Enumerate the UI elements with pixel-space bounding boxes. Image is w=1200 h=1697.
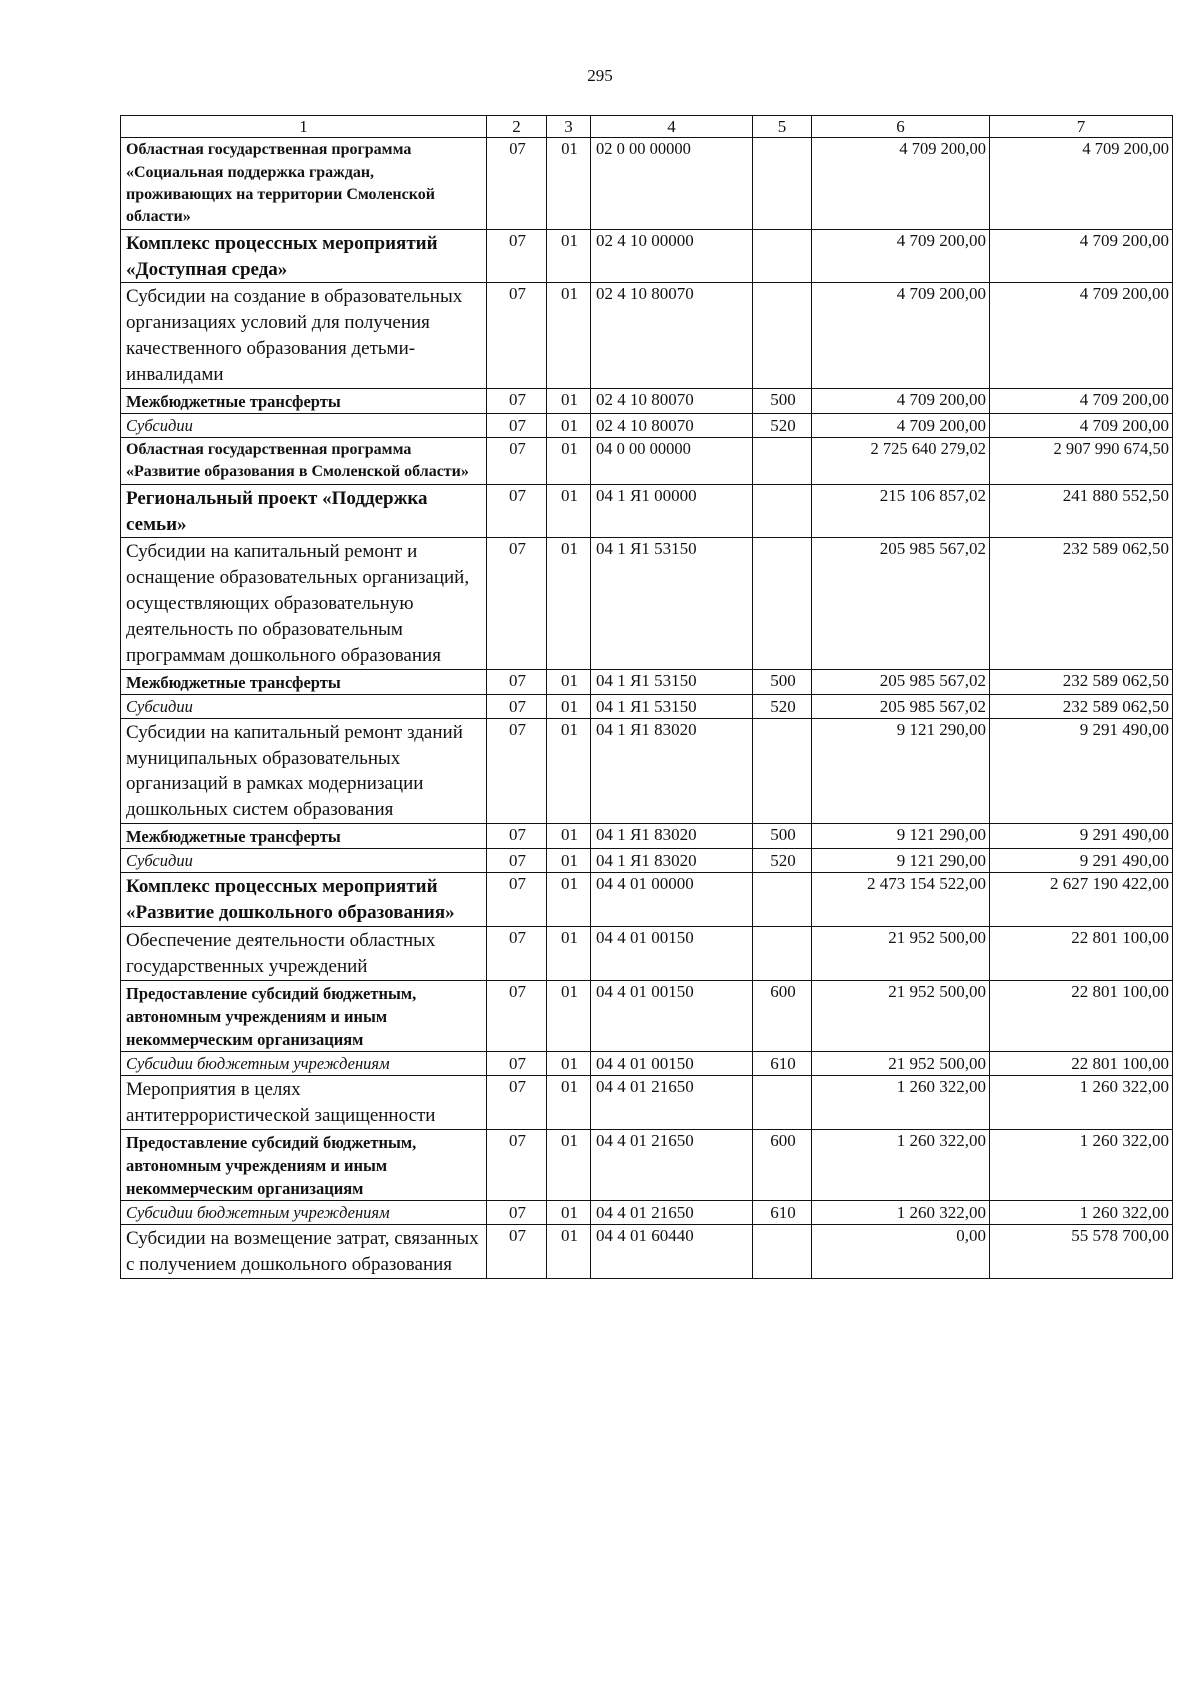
amount-year1-cell: 0,00 [812, 1224, 990, 1278]
subsection-code-cell: 01 [547, 824, 591, 849]
target-code-cell: 04 4 01 00150 [591, 1051, 753, 1075]
table-row [121, 873, 1173, 927]
target-code-cell: 04 1 Я1 83020 [591, 718, 753, 823]
table-row [121, 283, 1173, 388]
target-code-cell: 04 4 01 00150 [591, 980, 753, 1051]
amount-year1-cell: 1 260 322,00 [812, 1200, 990, 1224]
row-name-cell: Межбюджетные трансферты [121, 388, 487, 413]
target-code-cell: 04 4 01 60440 [591, 1224, 753, 1278]
amount-year1-cell: 9 121 290,00 [812, 718, 990, 823]
row-name-cell: Комплекс процессных мероприятий «Доступная среда» [121, 229, 487, 283]
section-code-cell: 07 [487, 718, 547, 823]
amount-year2-cell: 2 627 190 422,00 [990, 873, 1173, 927]
amount-year2-cell: 1 260 322,00 [990, 1200, 1173, 1224]
section-code-cell: 07 [487, 694, 547, 718]
amount-year2-cell: 4 709 200,00 [990, 229, 1173, 283]
subsection-code-cell: 01 [547, 873, 591, 927]
target-code-cell: 04 4 01 21650 [591, 1075, 753, 1129]
amount-year2-cell: 4 709 200,00 [990, 283, 1173, 388]
amount-year1-cell: 1 260 322,00 [812, 1129, 990, 1200]
amount-year1-cell: 4 709 200,00 [812, 138, 990, 230]
expense-type-cell: 600 [753, 980, 812, 1051]
amount-year2-cell: 4 709 200,00 [990, 413, 1173, 437]
header-cell: 1 [121, 116, 487, 138]
subsection-code-cell: 01 [547, 484, 591, 538]
amount-year2-cell: 232 589 062,50 [990, 694, 1173, 718]
subsection-code-cell: 01 [547, 538, 591, 669]
amount-year1-cell: 2 473 154 522,00 [812, 873, 990, 927]
expense-type-cell: 600 [753, 1129, 812, 1200]
target-code-cell: 04 0 00 00000 [591, 437, 753, 484]
amount-year1-cell: 1 260 322,00 [812, 1075, 990, 1129]
section-code-cell: 07 [487, 1051, 547, 1075]
section-code-cell: 07 [487, 669, 547, 694]
target-code-cell: 02 4 10 80070 [591, 413, 753, 437]
section-code-cell: 07 [487, 484, 547, 538]
amount-year1-cell: 21 952 500,00 [812, 980, 990, 1051]
amount-year2-cell: 4 709 200,00 [990, 388, 1173, 413]
table-row [121, 229, 1173, 283]
amount-year1-cell: 215 106 857,02 [812, 484, 990, 538]
expense-type-cell: 520 [753, 694, 812, 718]
table-row [121, 538, 1173, 669]
header-cell: 6 [812, 116, 990, 138]
table-row [121, 437, 1173, 484]
section-code-cell: 07 [487, 824, 547, 849]
row-name-cell: Субсидии [121, 413, 487, 437]
row-name-cell: Субсидии на создание в образовательных организациях условий для получения качественного образования детьми-инвалидами [121, 283, 487, 388]
table-row [121, 824, 1173, 849]
row-name-cell: Областная государственная программа «Развитие образования в Смоленской области» [121, 437, 487, 484]
table-row [121, 1051, 1173, 1075]
table-row [121, 849, 1173, 873]
target-code-cell: 04 4 01 00000 [591, 873, 753, 927]
subsection-code-cell: 01 [547, 1075, 591, 1129]
row-name-cell: Межбюджетные трансферты [121, 669, 487, 694]
row-name-cell: Межбюджетные трансферты [121, 824, 487, 849]
subsection-code-cell: 01 [547, 283, 591, 388]
amount-year2-cell: 4 709 200,00 [990, 138, 1173, 230]
section-code-cell: 07 [487, 1200, 547, 1224]
expense-type-cell [753, 873, 812, 927]
subsection-code-cell: 01 [547, 849, 591, 873]
amount-year1-cell: 9 121 290,00 [812, 824, 990, 849]
subsection-code-cell: 01 [547, 926, 591, 980]
table-header-row [121, 116, 1173, 138]
table-row [121, 694, 1173, 718]
header-cell: 4 [591, 116, 753, 138]
expense-type-cell [753, 718, 812, 823]
row-name-cell: Субсидии [121, 849, 487, 873]
expense-type-cell: 520 [753, 849, 812, 873]
target-code-cell: 04 1 Я1 83020 [591, 824, 753, 849]
amount-year2-cell: 22 801 100,00 [990, 1051, 1173, 1075]
amount-year1-cell: 4 709 200,00 [812, 388, 990, 413]
subsection-code-cell: 01 [547, 980, 591, 1051]
row-name-cell: Предоставление субсидий бюджетным, автономным учреждениям и иным некоммерческим организациям [121, 1129, 487, 1200]
row-name-cell: Субсидии на капитальный ремонт зданий муниципальных образовательных организаций в рамках модернизации дошкольных систем образования [121, 718, 487, 823]
header-cell: 3 [547, 116, 591, 138]
section-code-cell: 07 [487, 538, 547, 669]
table-row [121, 413, 1173, 437]
table-row [121, 138, 1173, 230]
table-row [121, 1200, 1173, 1224]
expense-type-cell: 500 [753, 388, 812, 413]
section-code-cell: 07 [487, 849, 547, 873]
expense-type-cell [753, 138, 812, 230]
expense-type-cell [753, 1075, 812, 1129]
amount-year2-cell: 232 589 062,50 [990, 669, 1173, 694]
amount-year2-cell: 2 907 990 674,50 [990, 437, 1173, 484]
amount-year1-cell: 21 952 500,00 [812, 926, 990, 980]
subsection-code-cell: 01 [547, 718, 591, 823]
row-name-cell: Мероприятия в целях антитеррористической защищенности [121, 1075, 487, 1129]
section-code-cell: 07 [487, 926, 547, 980]
expense-type-cell: 500 [753, 824, 812, 849]
budget-table [120, 115, 1173, 1279]
expense-type-cell: 500 [753, 669, 812, 694]
subsection-code-cell: 01 [547, 1129, 591, 1200]
amount-year2-cell: 9 291 490,00 [990, 718, 1173, 823]
amount-year1-cell: 2 725 640 279,02 [812, 437, 990, 484]
subsection-code-cell: 01 [547, 694, 591, 718]
table-row [121, 1075, 1173, 1129]
target-code-cell: 02 4 10 80070 [591, 388, 753, 413]
row-name-cell: Комплекс процессных мероприятий «Развитие дошкольного образования» [121, 873, 487, 927]
section-code-cell: 07 [487, 229, 547, 283]
expense-type-cell [753, 437, 812, 484]
target-code-cell: 02 4 10 00000 [591, 229, 753, 283]
section-code-cell: 07 [487, 138, 547, 230]
amount-year1-cell: 205 985 567,02 [812, 694, 990, 718]
expense-type-cell [753, 283, 812, 388]
expense-type-cell [753, 1224, 812, 1278]
target-code-cell: 04 4 01 00150 [591, 926, 753, 980]
row-name-cell: Субсидии на возмещение затрат, связанных с получением дошкольного образования [121, 1224, 487, 1278]
amount-year1-cell: 205 985 567,02 [812, 669, 990, 694]
section-code-cell: 07 [487, 388, 547, 413]
section-code-cell: 07 [487, 283, 547, 388]
table-row [121, 669, 1173, 694]
table-row [121, 1129, 1173, 1200]
target-code-cell: 02 0 00 00000 [591, 138, 753, 230]
subsection-code-cell: 01 [547, 1224, 591, 1278]
header-cell: 2 [487, 116, 547, 138]
subsection-code-cell: 01 [547, 229, 591, 283]
target-code-cell: 04 1 Я1 53150 [591, 694, 753, 718]
row-name-cell: Субсидии на капитальный ремонт и оснащение образовательных организаций, осуществляющих образовательную деятельность по образовательным программам дошкольного образования [121, 538, 487, 669]
row-name-cell: Региональный проект «Поддержка семьи» [121, 484, 487, 538]
table-row [121, 388, 1173, 413]
amount-year2-cell: 22 801 100,00 [990, 980, 1173, 1051]
target-code-cell: 02 4 10 80070 [591, 283, 753, 388]
row-name-cell: Областная государственная программа «Социальная поддержка граждан, проживающих на территории Смоленской области» [121, 138, 487, 230]
page-number: 295 [587, 66, 613, 85]
expense-type-cell [753, 926, 812, 980]
row-name-cell: Субсидии бюджетным учреждениям [121, 1200, 487, 1224]
target-code-cell: 04 1 Я1 00000 [591, 484, 753, 538]
expense-type-cell: 610 [753, 1051, 812, 1075]
amount-year2-cell: 1 260 322,00 [990, 1075, 1173, 1129]
amount-year2-cell: 232 589 062,50 [990, 538, 1173, 669]
table-row [121, 1224, 1173, 1278]
subsection-code-cell: 01 [547, 1200, 591, 1224]
expense-type-cell: 520 [753, 413, 812, 437]
subsection-code-cell: 01 [547, 669, 591, 694]
amount-year2-cell: 9 291 490,00 [990, 824, 1173, 849]
amount-year2-cell: 1 260 322,00 [990, 1129, 1173, 1200]
target-code-cell: 04 4 01 21650 [591, 1200, 753, 1224]
row-name-cell: Предоставление субсидий бюджетным, автономным учреждениям и иным некоммерческим организациям [121, 980, 487, 1051]
amount-year2-cell: 55 578 700,00 [990, 1224, 1173, 1278]
amount-year2-cell: 241 880 552,50 [990, 484, 1173, 538]
row-name-cell: Субсидии бюджетным учреждениям [121, 1051, 487, 1075]
table-row [121, 926, 1173, 980]
expense-type-cell [753, 484, 812, 538]
table-row [121, 718, 1173, 823]
header-cell: 7 [990, 116, 1173, 138]
amount-year2-cell: 22 801 100,00 [990, 926, 1173, 980]
subsection-code-cell: 01 [547, 138, 591, 230]
header-cell: 5 [753, 116, 812, 138]
expense-type-cell [753, 229, 812, 283]
section-code-cell: 07 [487, 1129, 547, 1200]
subsection-code-cell: 01 [547, 1051, 591, 1075]
section-code-cell: 07 [487, 873, 547, 927]
target-code-cell: 04 4 01 21650 [591, 1129, 753, 1200]
row-name-cell: Обеспечение деятельности областных государственных учреждений [121, 926, 487, 980]
amount-year1-cell: 4 709 200,00 [812, 413, 990, 437]
section-code-cell: 07 [487, 1224, 547, 1278]
subsection-code-cell: 01 [547, 388, 591, 413]
amount-year1-cell: 4 709 200,00 [812, 229, 990, 283]
expense-type-cell [753, 538, 812, 669]
subsection-code-cell: 01 [547, 413, 591, 437]
amount-year1-cell: 9 121 290,00 [812, 849, 990, 873]
target-code-cell: 04 1 Я1 83020 [591, 849, 753, 873]
target-code-cell: 04 1 Я1 53150 [591, 669, 753, 694]
expense-type-cell: 610 [753, 1200, 812, 1224]
section-code-cell: 07 [487, 413, 547, 437]
amount-year2-cell: 9 291 490,00 [990, 849, 1173, 873]
subsection-code-cell: 01 [547, 437, 591, 484]
table-row [121, 484, 1173, 538]
amount-year1-cell: 21 952 500,00 [812, 1051, 990, 1075]
amount-year1-cell: 4 709 200,00 [812, 283, 990, 388]
amount-year1-cell: 205 985 567,02 [812, 538, 990, 669]
table-row [121, 980, 1173, 1051]
row-name-cell: Субсидии [121, 694, 487, 718]
section-code-cell: 07 [487, 980, 547, 1051]
section-code-cell: 07 [487, 437, 547, 484]
section-code-cell: 07 [487, 1075, 547, 1129]
target-code-cell: 04 1 Я1 53150 [591, 538, 753, 669]
